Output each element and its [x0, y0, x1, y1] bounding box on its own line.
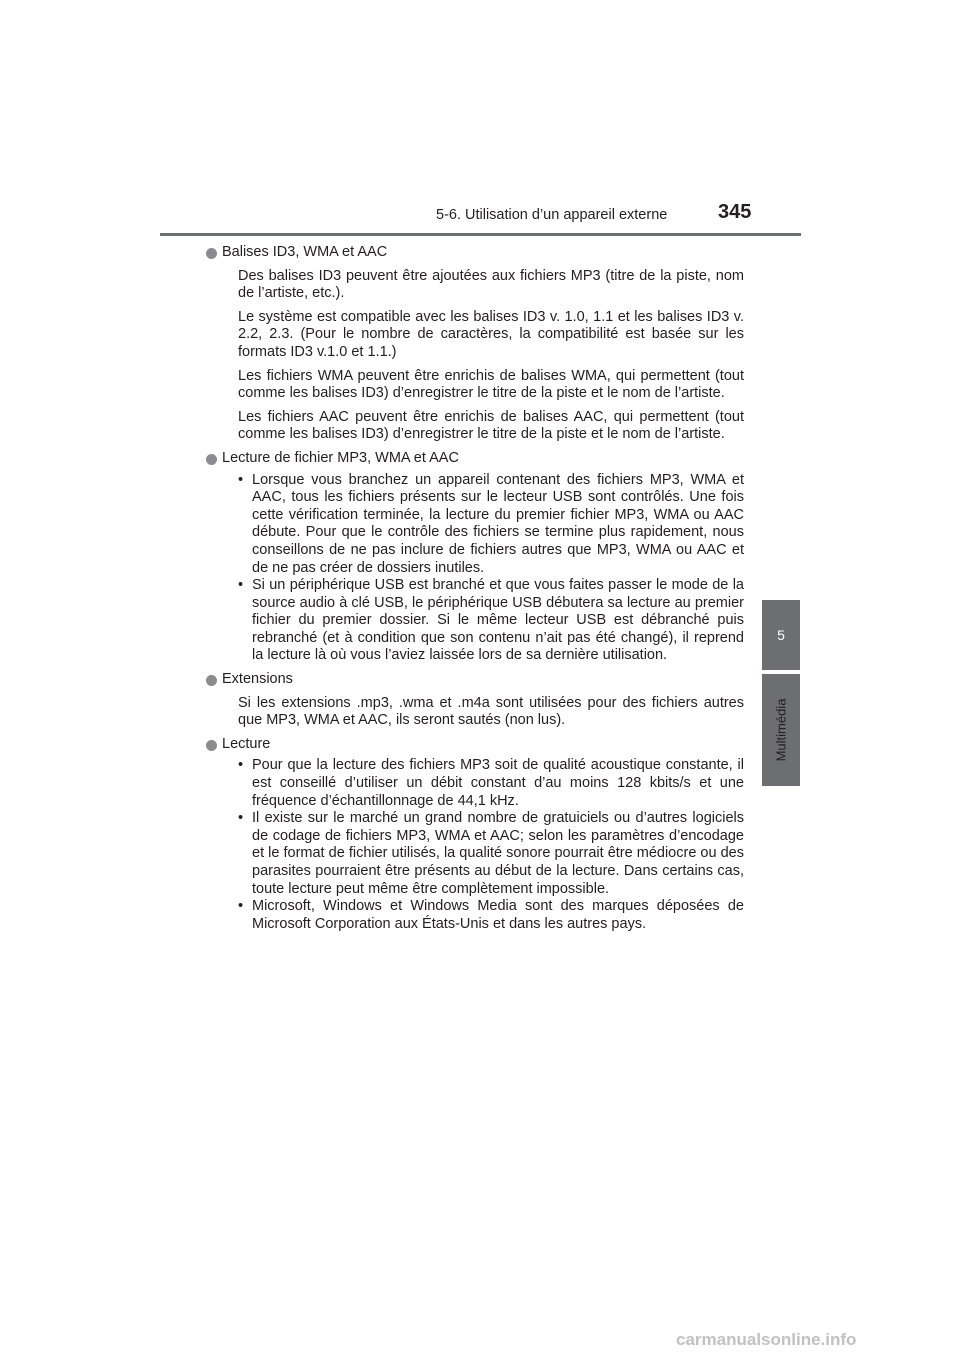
section-heading: [206, 244, 744, 262]
bullet-list: [222, 757, 744, 933]
list-item: [238, 898, 744, 933]
bullet-circle-icon: [206, 740, 217, 751]
section-extensions: [222, 671, 744, 730]
list-item: [238, 577, 744, 665]
paragraph: Des balises ID3 peuvent être ajoutées aux fichiers MP3 (titre de la piste, nom de l’artiste, etc.).: [238, 267, 744, 302]
paragraph: Les fichiers WMA peuvent être enrichis de balises WMA, qui permettent (tout comme les balises ID3) d’enregistrer le titre de la piste et le nom de l’artiste.: [238, 367, 744, 402]
bullet-list: [222, 472, 744, 666]
bullet-dot-icon: •: [238, 898, 244, 915]
list-item: [238, 757, 744, 810]
paragraph: Les fichiers AAC peuvent être enrichis de balises AAC, qui permettent (tout comme les balises ID3) d’enregistrer le titre de la piste et le nom de l’artiste.: [238, 408, 744, 443]
list-item-text: Lorsque vous branchez un appareil contenant des fichiers MP3, WMA et AAC, tous les fichiers présents sur le lecteur USB sont contrôlés. Une fois cette vérification terminée, la lecture du premier fichier MP3, WMA ou AAC débute. Pour que le contrôle des fichiers se termine plus rapidement, nous conseillons de ne pas inclure de fichiers autres que MP3, WMA ou AAC et de ne pas créer de dossiers inutiles.: [252, 471, 744, 576]
page-body: [222, 244, 744, 933]
paragraph: Si les extensions .mp3, .wma et .m4a sont utilisées pour des fichiers autres que MP3, WMA et AAC, ils seront sautés (non lus).: [238, 694, 744, 729]
list-item-text: Si un périphérique USB est branché et que vous faites passer le mode de la source audio à clé USB, le périphérique USB débutera sa lecture au premier fichier du premier dossier. Si le même lecteur USB est débranché puis rebranché (et à condition que son contenu n’ait pas été changé), il reprend la lecture là où vous l’aviez laissée lors de sa dernière utilisation.: [252, 577, 744, 664]
section-playback: [222, 736, 744, 934]
list-item: [238, 810, 744, 898]
section-id3-tags: [222, 244, 744, 444]
section-heading: [206, 736, 744, 754]
list-item: [238, 472, 744, 578]
page-number: 345: [718, 201, 752, 223]
bullet-dot-icon: •: [238, 471, 244, 488]
chapter-tab-number: 5: [762, 600, 800, 670]
bullet-circle-icon: [206, 675, 217, 686]
section-heading: [206, 450, 744, 468]
bullet-circle-icon: [206, 248, 217, 259]
chapter-tab-label: [762, 674, 800, 786]
chapter-label-text: Multimédia: [773, 698, 789, 762]
section-heading-text: Lecture de fichier MP3, WMA et AAC: [222, 449, 459, 466]
bullet-dot-icon: •: [238, 810, 244, 827]
section-heading-text: Extensions: [222, 671, 293, 688]
site-watermark: carmanualsonline.info: [676, 1330, 857, 1349]
header-divider: [160, 233, 801, 236]
list-item-text: Il existe sur le marché un grand nombre de gratuiciels ou d’autres logiciels de codage de fichiers MP3, WMA et AAC; selon les paramètres d’encodage et le format de fichier utilisés, la qualité sonore pourrait être médiocre ou des parasites pourraient être présents au début de la lecture. Dans certains cas, toute lecture peut même être complètement impossible.: [252, 810, 744, 897]
bullet-circle-icon: [206, 454, 217, 465]
section-file-playback: [222, 450, 744, 665]
bullet-dot-icon: •: [238, 757, 244, 774]
section-heading-text: Balises ID3, WMA et AAC: [222, 244, 388, 260]
list-item-text: Microsoft, Windows et Windows Media sont des marques déposées de Microsoft Corporation aux États-Unis et dans les autres pays.: [252, 898, 744, 932]
paragraph: Le système est compatible avec les balises ID3 v. 1.0, 1.1 et les balises ID3 v. 2.2, 2.3. (Pour le nombre de caractères, la compatibilité est basée sur les formats ID3 v.1.0 et 1.1.): [238, 308, 744, 360]
section-heading-text: Lecture: [222, 735, 271, 752]
bullet-dot-icon: •: [238, 577, 244, 594]
section-heading: [206, 671, 744, 689]
list-item-text: Pour que la lecture des fichiers MP3 soit de qualité acoustique constante, il est conseillé d’utiliser un débit constant d’au moins 128 kbits/s et une fréquence d’échantillonnage de 44,1 kHz.: [252, 757, 744, 809]
section-header: 5-6. Utilisation d’un appareil externe: [436, 207, 668, 223]
